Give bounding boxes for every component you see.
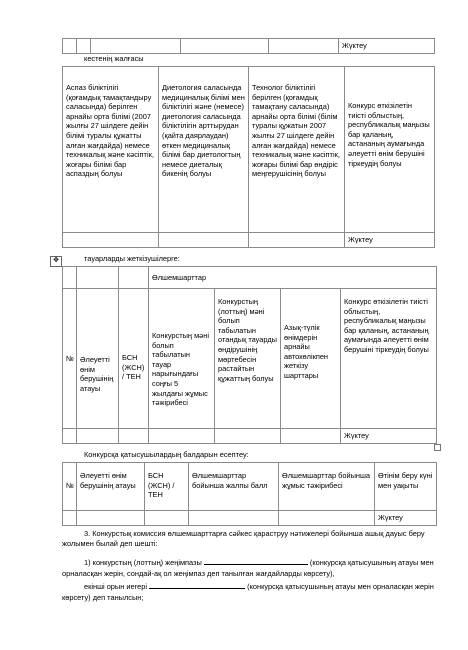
- cell: [119, 429, 149, 444]
- criteria-cell-cook: Аспаз біліктілігі (қоғамдық тамақтандыру саласында) берілген арнайы орта білімі (2007 жылғы 27 шілдеге дейін білімі туралы құжатты алған жағдайда) немесе техникалық және кәсіптік, жоғары білімі бар аспаздың болуы: [63, 67, 159, 233]
- cell: [77, 39, 91, 54]
- commission-decision-paragraph: [62, 529, 438, 549]
- resize-handle-icon[interactable]: [434, 444, 441, 451]
- col-bin-header: БСН (ЖСН) / ТЕН: [145, 463, 189, 511]
- winner-label: 1) конкурстың (лоттың) жеңімпазы: [84, 558, 202, 567]
- second-place-input-line[interactable]: [149, 580, 245, 589]
- suppliers-criteria-table: [62, 266, 437, 444]
- cell: [63, 267, 77, 289]
- download-label[interactable]: Жүктеу: [341, 429, 437, 444]
- criteria-cell-registration: Конкурс өткізілетін тиісті облыстың, республикалық маңызы бар қаланың, астананың аумағында әлеуетті өнім берушіні тіркеудің болуы: [345, 67, 435, 233]
- col-supplier-name-header: Әлеуетті өнім берушінің атауы: [77, 289, 119, 429]
- cell: [145, 511, 189, 526]
- criteria-cell-dietology: Диетология саласында медициналық бiлiмi мен біліктілігі және (немесе) диетология саласында біліктілігін арттырудан (қайта даярлаудан) өткен медициналық бiлiмi бар диетологтың немесе диеталық бикенің болуы: [159, 67, 249, 233]
- cell: [269, 39, 339, 54]
- col-experience-header: Конкурстың мәні болып табылатын тауар нарығындағы соңғы 5 жылдағы жұмыс тәжірибесі: [149, 289, 215, 429]
- col-experience-header: Өлшемшарттар бойынша жұмыс тәжірибесі: [279, 463, 375, 511]
- cell: [63, 429, 77, 444]
- cell: [77, 429, 119, 444]
- cell: [77, 511, 145, 526]
- cell: [63, 233, 159, 248]
- cell: [91, 39, 181, 54]
- criteria-cell-technologist: Технолог біліктілігі берілген (қоғамдық тамақтану саласында) арнайы орта білімі (білім туралы құжатын 2007 жылғы 27 шілдеге дейін алған жағдайда) немесе техникалық және кәсіптік, жоғары білімі бар өндіріс меңгерушісінің болуы: [249, 67, 345, 233]
- qualification-table: [62, 66, 435, 248]
- cell: [189, 511, 279, 526]
- cell: [159, 233, 249, 248]
- download-label[interactable]: Жүктеу: [339, 39, 435, 54]
- top-table-fragment: [62, 38, 435, 54]
- cell: [249, 233, 345, 248]
- cell: [63, 511, 77, 526]
- winner-input-line[interactable]: [204, 556, 308, 565]
- col-bin-header: БСН (ЖСН) / ТЕН: [119, 289, 149, 429]
- download-label[interactable]: Жүктеу: [345, 233, 435, 248]
- move-handle-icon[interactable]: ✥: [50, 256, 62, 267]
- cell: [77, 267, 119, 289]
- second-place-hint: (конкурсқа қатысушының атауы мен орналасқан жерін көрсету) деп танылсын;: [62, 582, 434, 602]
- section-title-scores: Конкурсқа қатысушылардың балдарын есептеу:: [84, 450, 249, 459]
- cell: [63, 39, 77, 54]
- col-total-score-header: Өлшемшарттар бойынша жалпы балл: [189, 463, 279, 511]
- second-place-label: екінші орын иегері: [84, 582, 147, 591]
- cell: [149, 429, 215, 444]
- winner-paragraph: [62, 556, 442, 579]
- table-continuation-label: кестенің жалғасы: [84, 54, 144, 63]
- cell: [215, 429, 281, 444]
- col-application-time-header: Өтінім беру күні мен уақыты: [375, 463, 437, 511]
- col-number-header: №: [63, 289, 77, 429]
- cell: [181, 39, 269, 54]
- cell: [281, 429, 341, 444]
- col-number-header: №: [63, 463, 77, 511]
- download-label[interactable]: Жүктеу: [375, 511, 437, 526]
- section-title-suppliers: тауарларды жеткізушілерге:: [84, 254, 180, 263]
- cell: [119, 267, 149, 289]
- col-registration-header: Конкурс өткізілетін тиісті облыстың, республикалық маңызы бар қаланың, астананың аумағында әлеуетті өнім берушіні тіркеудің болуы: [341, 289, 437, 429]
- col-supplier-name-header: Әлеуетті өнім берушінің атауы: [77, 463, 145, 511]
- second-place-paragraph: [62, 580, 442, 603]
- col-domestic-producer-header: Конкурстың (лоттың) мәні болып табылатын отандық тауарды өндірушінің мөртебесін растайтын құжаттың болуы: [215, 289, 281, 429]
- criteria-header: Өлшемшарттар: [149, 267, 437, 289]
- cell: [279, 511, 375, 526]
- col-delivery-conditions-header: Азық-түлік өнімдерін арнайы автокөлікпен жеткізу шарттары: [281, 289, 341, 429]
- scores-table: [62, 462, 437, 526]
- winner-hint: (конкурсқа қатысушының атауы мен орналасқан жерін, сондай-ақ ол жеңімпаз деп танылған жағдайларды көрсету),: [62, 558, 434, 578]
- paragraph-text: 3. Конкурстық комиссия өлшемшарттарға сәйкес қараструу нәтижелері бойынша ашық дауыс беру жолымен былай деп шешті:: [62, 529, 425, 548]
